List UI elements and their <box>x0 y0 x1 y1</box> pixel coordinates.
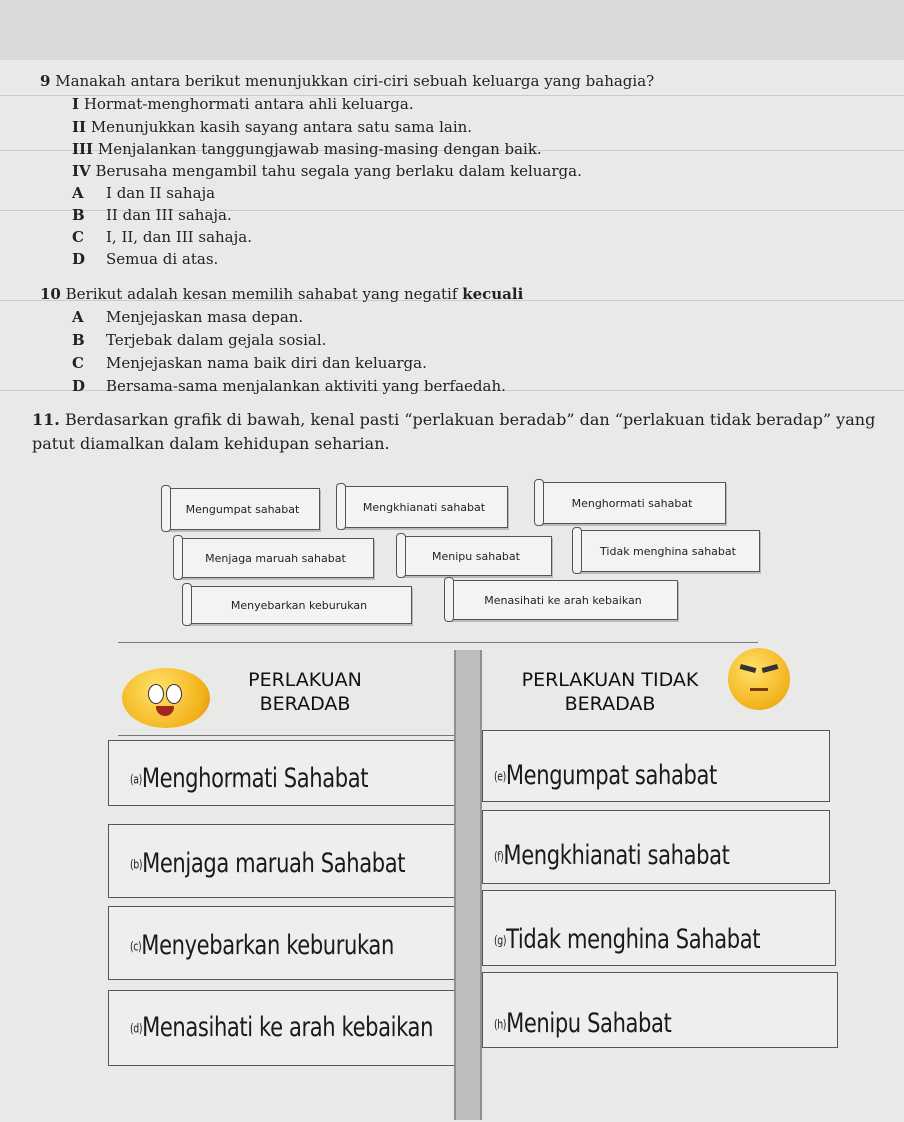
mouth-icon <box>750 688 768 691</box>
angry-emoji-icon <box>728 648 790 710</box>
header-beradab <box>225 668 385 716</box>
question-10-keyword: kecuali <box>462 285 524 303</box>
answer-h <box>494 1008 671 1039</box>
answer-text: Menjaga maruah Sahabat <box>142 848 406 879</box>
question-11-line2: patut diamalkan dalam kehidupan seharian. <box>32 434 390 453</box>
question-9-text: Manakah antara berikut menunjukkan ciri-ciri sebuah keluarga yang bahagia? <box>55 72 655 90</box>
q10-option-d[interactable] <box>72 377 506 395</box>
option-text: I dan II sahaja <box>106 184 216 202</box>
question-10 <box>40 285 523 303</box>
answer-text: Menasihati ke arah kebaikan <box>142 1012 434 1043</box>
option-letter: A <box>72 308 84 326</box>
q10-option-c[interactable] <box>72 354 427 372</box>
column-divider <box>454 650 482 1120</box>
answer-d <box>130 1012 433 1043</box>
scroll-label: Menyebarkan keburukan <box>186 586 412 624</box>
statement-numeral: I <box>72 95 80 113</box>
scroll-label: Menghormati sahabat <box>538 482 726 524</box>
q9-statement-1 <box>72 95 414 113</box>
scroll-label: Menipu sahabat <box>400 536 552 576</box>
eye-icon <box>148 684 164 704</box>
statement-numeral: III <box>72 140 94 158</box>
question-9 <box>40 72 654 90</box>
option-letter: C <box>72 228 84 246</box>
answer-b <box>130 848 405 879</box>
answer-tag: (e) <box>494 769 506 784</box>
answer-text: Menyebarkan keburukan <box>141 930 394 961</box>
question-10-text: Berikut adalah kesan memilih sahabat yang negatif <box>65 285 458 303</box>
scroll-label: Menasihati ke arah kebaikan <box>448 580 678 620</box>
option-letter: B <box>72 331 85 349</box>
option-letter: D <box>72 377 86 395</box>
answer-c <box>130 930 394 961</box>
eye-icon <box>166 684 182 704</box>
answer-text: Menipu Sahabat <box>506 1008 672 1039</box>
option-text: Menjejaskan nama baik diri dan keluarga. <box>106 354 427 372</box>
statement-text: Menunjukkan kasih sayang antara satu sama lain. <box>90 118 473 136</box>
answer-tag: (b) <box>130 857 143 872</box>
statement-numeral: IV <box>72 162 91 180</box>
option-letter: C <box>72 354 84 372</box>
answer-text: Mengumpat sahabat <box>505 760 717 791</box>
question-11-line1: Berdasarkan grafik di bawah, kenal pasti “perlakuan beradab” dan “perlakuan tidak beradap” yang <box>64 410 876 429</box>
q9-option-b[interactable] <box>72 206 232 224</box>
header-line: PERLAKUAN TIDAK <box>521 669 699 691</box>
option-text: Menjejaskan masa depan. <box>106 308 304 326</box>
q10-option-b[interactable] <box>72 331 326 349</box>
scroll-label: Mengumpat sahabat <box>165 488 320 530</box>
answer-g <box>494 924 760 955</box>
statement-text: Hormat-menghormati antara ahli keluarga. <box>83 95 414 113</box>
eyebrow-icon <box>740 664 757 673</box>
question-9-number: 9 <box>40 72 51 90</box>
answer-tag: (c) <box>130 939 142 954</box>
answer-tag: (h) <box>494 1017 507 1032</box>
scroll-label: Menjaga maruah sahabat <box>177 538 374 578</box>
eyebrow-icon <box>762 664 779 673</box>
q10-option-a[interactable] <box>72 308 303 326</box>
answer-e <box>494 760 717 791</box>
q9-statement-3 <box>72 140 542 158</box>
header-line: BERADAB <box>564 693 656 715</box>
option-text: Semua di atas. <box>106 250 219 268</box>
question-11-number: 11. <box>32 410 60 429</box>
answer-tag: (d) <box>130 1021 143 1036</box>
answer-text: Menghormati Sahabat <box>141 763 369 794</box>
answer-tag: (g) <box>494 933 507 948</box>
header-line: BERADAB <box>259 693 351 715</box>
statement-numeral: II <box>72 118 87 136</box>
q9-option-d[interactable] <box>72 250 218 268</box>
statement-text: Berusaha mengambil tahu segala yang berlaku dalam keluarga. <box>95 162 582 180</box>
option-text: Terjebak dalam gejala sosial. <box>106 331 327 349</box>
q9-statement-2 <box>72 118 472 136</box>
option-text: I, II, dan III sahaja. <box>106 228 252 246</box>
scroll-label: Mengkhianati sahabat <box>340 486 508 528</box>
q9-option-a[interactable] <box>72 184 215 202</box>
statement-text: Menjalankan tanggungjawab masing-masing dengan baik. <box>97 140 542 158</box>
question-10-number: 10 <box>40 285 61 303</box>
q9-option-c[interactable] <box>72 228 252 246</box>
option-text: II dan III sahaja. <box>106 206 232 224</box>
option-letter: B <box>72 206 85 224</box>
option-text: Bersama-sama menjalankan aktiviti yang berfaedah. <box>106 377 506 395</box>
answer-tag: (a) <box>130 772 142 787</box>
q9-statement-4 <box>72 162 582 180</box>
option-letter: A <box>72 184 84 202</box>
happy-emoji-icon <box>122 668 210 728</box>
option-letter: D <box>72 250 86 268</box>
question-11 <box>32 410 875 429</box>
header-tidak-beradab <box>500 668 720 716</box>
mouth-icon <box>156 706 174 716</box>
answer-a <box>130 763 368 794</box>
scroll-label: Tidak menghina sahabat <box>576 530 760 572</box>
answer-f <box>494 840 729 871</box>
answer-tag: (f) <box>494 849 504 864</box>
header-line: PERLAKUAN <box>248 669 362 691</box>
answer-text: Mengkhianati sahabat <box>503 840 730 871</box>
answer-text: Tidak menghina Sahabat <box>506 924 761 955</box>
